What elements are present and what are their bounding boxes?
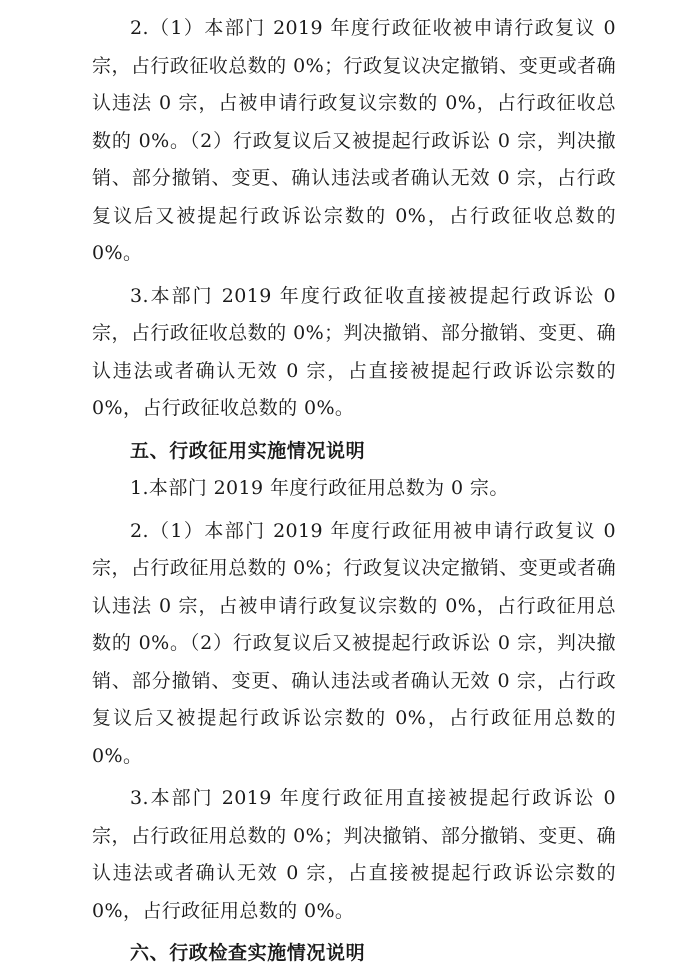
paragraph-levy-litigation: 3.本部门 2019 年度行政征收直接被提起行政诉讼 0 宗，占行政征收总数的 0%；判决撤销、部分撤销、变更、确认违法或者确认无效 0 宗，占直接被提起行政诉讼宗数的 0%，占行政征收总数的 0%。 (92, 284, 616, 419)
section-heading-requisition: 五、行政征用实施情况说明 (130, 439, 366, 462)
paragraph-requisition-litigation: 3.本部门 2019 年度行政征用直接被提起行政诉讼 0 宗，占行政征用总数的 0%；判决撤销、部分撤销、变更、确认违法或者确认无效 0 宗，占直接被提起行政诉讼宗数的 0%，占行政征用总数的 0%。 (92, 787, 616, 922)
paragraph-requisition-review: 2.（1）本部门 2019 年度行政征用被申请行政复议 0 宗，占行政征用总数的 0%；行政复议决定撤销、变更或者确认违法 0 宗，占被申请行政复议宗数的 0%，占行政征用总数的 0%。（2）行政复议后又被提起行政诉讼 0 宗，判决撤销、部分撤销、变更、确认违法或者确认无效 0 宗，占行政复议后又被提起行政诉讼宗数的 0%，占行政征用总数的 0%。 (92, 519, 616, 767)
paragraph-levy-review: 2.（1）本部门 2019 年度行政征收被申请行政复议 0 宗，占行政征收总数的 0%；行政复议决定撤销、变更或者确认违法 0 宗，占被申请行政复议宗数的 0%，占行政征收总数的 0%。（2）行政复议后又被提起行政诉讼 0 宗，判决撤销、部分撤销、变更、确认违法或者确认无效 0 宗，占行政复议后又被提起行政诉讼宗数的 0%，占行政征收总数的 0%。 (92, 17, 616, 264)
section-heading-inspection: 六、行政检查实施情况说明 (130, 942, 366, 964)
paragraph-requisition-total: 1.本部门 2019 年度行政征用总数为 0 宗。 (130, 477, 509, 499)
